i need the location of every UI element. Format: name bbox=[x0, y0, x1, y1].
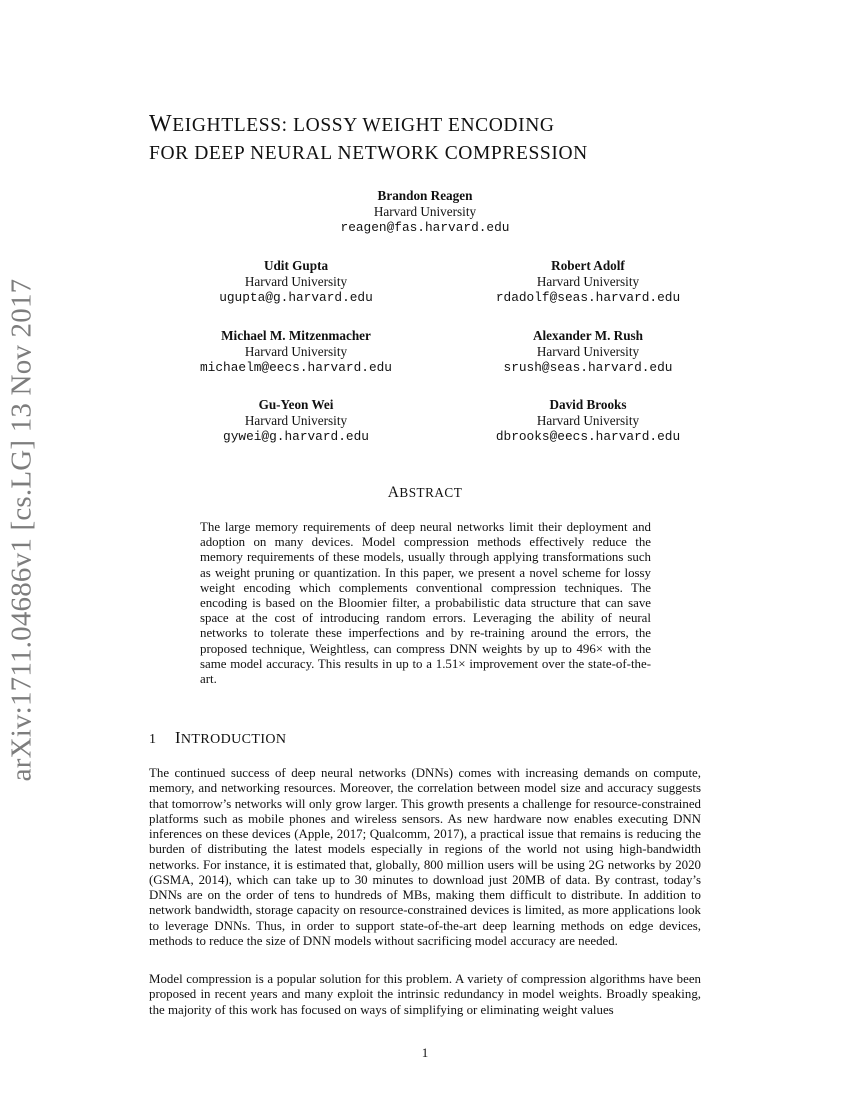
intro-paragraph-2: Model compression is a popular solution for this problem. A variety of compression algorithms have been proposed in recent years and many exploit the intrinsic redundancy in model weights. Broadly speaking, the majority of this work has focused on ways of simplifying or eliminating weight values bbox=[149, 972, 701, 1017]
author-affiliation: Harvard University bbox=[244, 274, 348, 289]
author-email[interactable]: dbrooks@eecs.harvard.edu bbox=[495, 429, 681, 444]
page-number: 1 bbox=[421, 1045, 429, 1060]
author-email[interactable]: michaelm@eecs.harvard.edu bbox=[200, 360, 392, 375]
arxiv-identifier: arXiv:1711.04686v1 [cs.LG] 13 Nov 2017 bbox=[5, 278, 38, 782]
author-affiliation: Harvard University bbox=[373, 204, 477, 219]
section-number: 1 bbox=[149, 732, 157, 747]
author-name: Udit Gupta bbox=[263, 258, 329, 273]
intro-paragraph-1: The continued success of deep neural networks (DNNs) comes with increasing demands on compute, memory, and networking resources. Moreover, the correlation between model size and accuracy suggests that tomorrow’s networks will only grow larger. This growth presents a challenge for resource-constrained platforms such as mobile phones and wireless sensors. As new hardware now enables executing DNN inferences on these devices (Apple, 2017; Qualcomm, 2017), a practical issue that remains is reducing the burden of distributing the latest models especially in regions of the world not using high-bandwidth networks. For instance, it is estimated that, globally, 800 million users will be using 2G networks by 2020 (GSMA, 2014), which can take up to 30 minutes to download just 20MB of data. By contrast, today’s DNNs are on the order of tens to hundreds of MBs, making them difficult to distribute. In addition to network bandwidth, storage capacity on resource-constrained devices is limited, as more applications look to leverage DNNs. Thus, in order to support state-of-the-art deep learning methods on edge devices, methods to reduce the size of DNN models without sacrificing model accuracy are needed. bbox=[149, 766, 701, 948]
author-email[interactable]: gywei@g.harvard.edu bbox=[223, 429, 369, 444]
title-line-1: WEIGHTLESS: LOSSY WEIGHT ENCODING bbox=[149, 111, 555, 137]
author-name: Michael M. Mitzenmacher bbox=[221, 328, 371, 343]
author-name: Gu-Yeon Wei bbox=[258, 397, 334, 412]
author-block bbox=[275, 188, 575, 236]
author-block bbox=[146, 328, 446, 376]
author-affiliation: Harvard University bbox=[536, 274, 640, 289]
paper-title bbox=[149, 110, 769, 168]
abstract-heading: ABSTRACT bbox=[387, 484, 463, 501]
author-block bbox=[146, 397, 446, 445]
author-block bbox=[438, 258, 738, 306]
author-block bbox=[438, 397, 738, 445]
author-email[interactable]: rdadolf@seas.harvard.edu bbox=[495, 290, 681, 305]
author-affiliation: Harvard University bbox=[536, 413, 640, 428]
section-heading-introduction: 1 INTRODUCTION bbox=[149, 728, 287, 747]
title-line-2: FOR DEEP NEURAL NETWORK COMPRESSION bbox=[149, 143, 588, 164]
author-email[interactable]: ugupta@g.harvard.edu bbox=[219, 290, 373, 305]
author-block bbox=[146, 258, 446, 306]
author-block bbox=[438, 328, 738, 376]
arxiv-margin-stamp bbox=[0, 278, 44, 782]
author-affiliation: Harvard University bbox=[244, 344, 348, 359]
author-email[interactable]: srush@seas.harvard.edu bbox=[503, 360, 673, 375]
author-email[interactable]: reagen@fas.harvard.edu bbox=[340, 220, 510, 235]
author-name: Brandon Reagen bbox=[377, 188, 473, 203]
author-affiliation: Harvard University bbox=[244, 413, 348, 428]
abstract-text: The large memory requirements of deep neural networks limit their deployment and adoption on many devices. Model compression methods effectively reduce the memory requirements of these models, usually through applying transformations such as weight pruning or quantization. In this paper, we present a novel scheme for lossy weight encoding which complements conventional compression techniques. The encoding is based on the Bloomier filter, a probabilistic data structure that can save space at the cost of introducing random errors. Leveraging the ability of neural networks to tolerate these imperfections and by re-training around the errors, the proposed technique, Weightless, can compress DNN weights by up to 496× with the same model accuracy. This results in up to a 1.51× improvement over the state-of-the-art. bbox=[200, 520, 651, 687]
author-name: David Brooks bbox=[549, 397, 627, 412]
author-affiliation: Harvard University bbox=[536, 344, 640, 359]
author-name: Robert Adolf bbox=[551, 258, 625, 273]
author-name: Alexander M. Rush bbox=[532, 328, 644, 343]
